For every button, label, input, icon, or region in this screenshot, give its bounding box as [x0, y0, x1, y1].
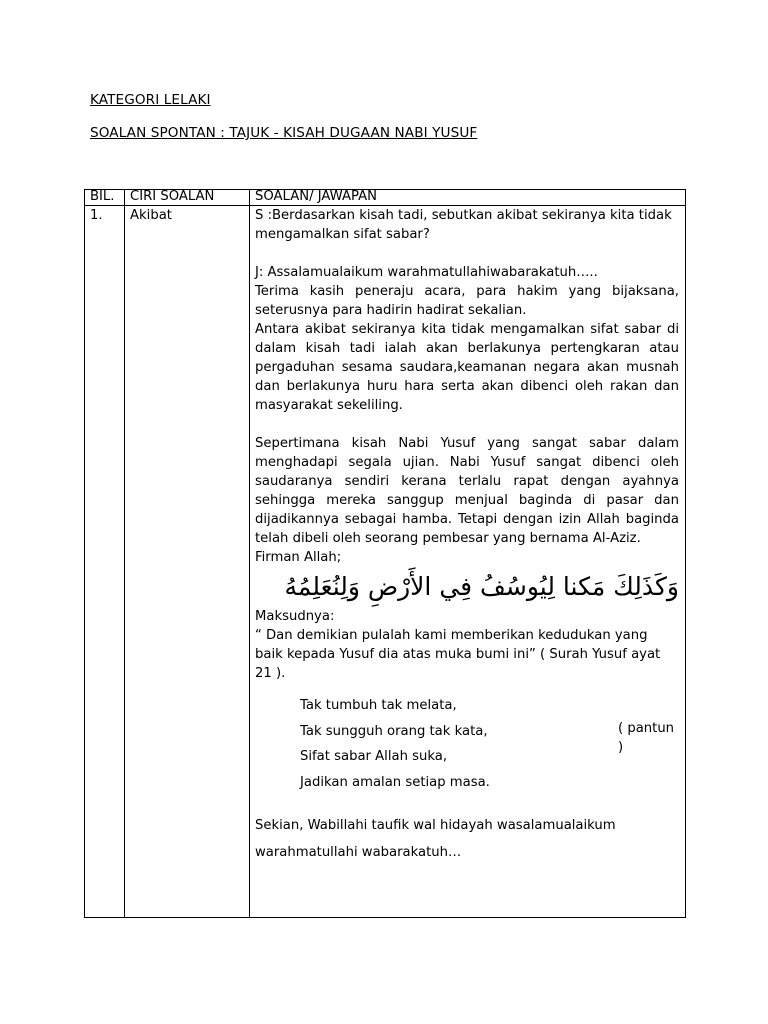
pantun-line: Jadikan amalan setiap masa. [300, 774, 490, 790]
question-answer-table [84, 189, 686, 918]
answer-text: Antara akibat sekiranya kita tidak mengamalkan sifat sabar di dalam kisah tadi ialah akan berlakunya pertengkaran atau pergaduhan sesama saudara,keamanan negara akan musnah dan berlakunya huru hara serta akan dibenci oleh rakan dan masyarakat sekeliling. [255, 322, 679, 413]
pantun-line: Tak sungguh orang tak kata, [300, 723, 488, 739]
greeting-text: J: Assalamualaikum warahmatullahiwabarakatuh….. [255, 265, 598, 280]
example-text: Sepertimana kisah Nabi Yusuf yang sangat sabar dalam menghadapi segala ujian. Nabi Yusuf sangat dibenci oleh saudaranya sendiri kerana terlalu rapat dengan ayahnya sehingga mereka sanggup menjual baginda di pasar dan dijadikannya sebagai hamba. Tetapi dengan izin Allah baginda telah dibeli oleh seorang pembesar yang bernama Al-Aziz. [255, 436, 679, 546]
maksud-text: “ Dan demikian pulalah kami memberikan kedudukan yang baik kepada Yusuf dia atas muka bumi ini” ( Surah Yusuf ayat 21 ). [255, 628, 661, 681]
pantun-line: Sifat sabar Allah suka, [300, 749, 448, 764]
maksud-label: Maksudnya: [255, 609, 335, 624]
table-header-row [85, 190, 686, 206]
row-question-type: Akibat [125, 206, 250, 918]
table-row [85, 206, 686, 918]
quran-verse: وَكَذَلِكَ مَكنا لِيُوسُفُ فِي الأَرْضِ وَلِنُعَلِمُهُ [284, 572, 679, 601]
header-question-answer: SOALAN/ JAWAPAN [250, 190, 686, 206]
pantun-line: Tak tumbuh tak melata, [300, 698, 457, 713]
firman-label: Firman Allah; [255, 550, 342, 565]
pantun-block [300, 693, 679, 795]
row-number: 1. [85, 206, 125, 918]
row-question-answer [250, 206, 686, 918]
thanks-text: Terima kasih peneraju acara, para hakim yang bijaksana, seterusnya para hadirin hadirat sekalian. [255, 284, 679, 318]
pantun-tag: ( pantun ) [618, 720, 675, 755]
header-number: BIL. [85, 190, 125, 206]
closing-text: Sekian, Wabillahi taufik wal hidayah wasalamualaikum warahmatullahi wabarakatuh… [255, 818, 616, 860]
header-question-type: CIRI SOALAN [125, 190, 250, 206]
question-text: S :Berdasarkan kisah tadi, sebutkan akibat sekiranya kita tidak mengamalkan sifat sabar? [255, 208, 672, 242]
topic-heading: SOALAN SPONTAN : TAJUK - KISAH DUGAAN NABI YUSUF [90, 125, 478, 141]
category-heading: KATEGORI LELAKI [90, 92, 211, 108]
